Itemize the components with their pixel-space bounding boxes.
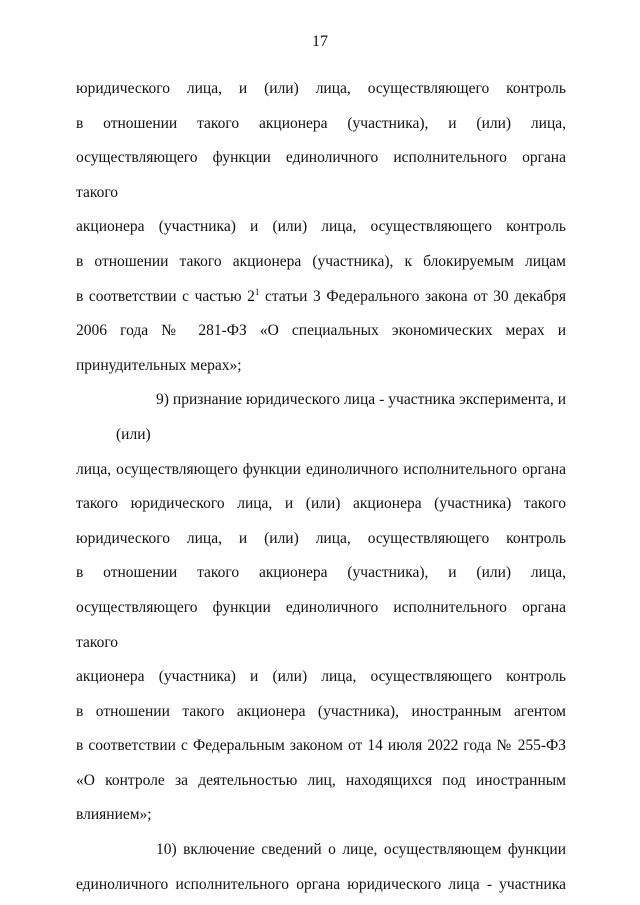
- text-line: юридического лица, и (или) лица, осуществляющего контроль: [76, 80, 566, 97]
- text-line: юридического лица, и (или) лица, осуществляющего контроль: [76, 529, 566, 547]
- document-body: [76, 72, 566, 902]
- superscript: 1: [254, 286, 260, 297]
- text-line: акционера (участника) и (или) лица, осуществляющего контроль: [76, 668, 566, 686]
- text-line: осуществляющего функции единоличного исполнительного органа такого: [76, 149, 566, 201]
- text-line: акционера (участника) и (или) лица, осуществляющего контроль: [76, 218, 566, 236]
- text-fragment: в соответствии с частью 2: [76, 287, 255, 305]
- text-line: в отношении такого акционера (участника), к блокируемым лицам: [76, 252, 566, 270]
- text-line: 9) признание юридического лица - участника эксперимента, и (или): [116, 391, 566, 443]
- text-line: в отношении такого акционера (участника), иностранным агентом: [76, 702, 566, 720]
- text-line: такого юридического лица, и (или) акционера (участника) такого: [76, 495, 566, 513]
- text-fragment: статьи 3 Федерального закона от 30 декабря: [259, 287, 566, 305]
- text-line-with-superscript: [76, 280, 566, 315]
- text-line: в отношении такого акционера (участника), и (или) лица,: [76, 564, 566, 582]
- text-line: 10) включение сведений о лице, осуществляющем функции: [156, 841, 566, 859]
- text-line: в соответствии с Федеральным законом от 14 июля 2022 года № 255-ФЗ: [76, 737, 566, 755]
- paragraph-continuation: [76, 72, 566, 383]
- text-line: лица, осуществляющего функции единоличного исполнительного органа: [76, 460, 566, 478]
- text-line: в отношении такого акционера (участника), и (или) лица,: [76, 114, 566, 132]
- page-number: 17: [312, 33, 328, 50]
- text-line: влиянием»;: [76, 806, 152, 824]
- text-line: осуществляющего функции единоличного исполнительного органа такого: [76, 598, 566, 651]
- text-line: принудительных мерах»;: [76, 356, 242, 374]
- paragraph-item-9: [76, 383, 566, 833]
- paragraph-item-10: [76, 833, 566, 902]
- text-line: 2006 года № 281-ФЗ «О специальных экономических мерах и: [76, 322, 566, 340]
- text-line: единоличного исполнительного органа юридического лица - участника: [76, 875, 566, 893]
- text-line: «О контроле за деятельностью лиц, находящихся под иностранным: [76, 771, 566, 789]
